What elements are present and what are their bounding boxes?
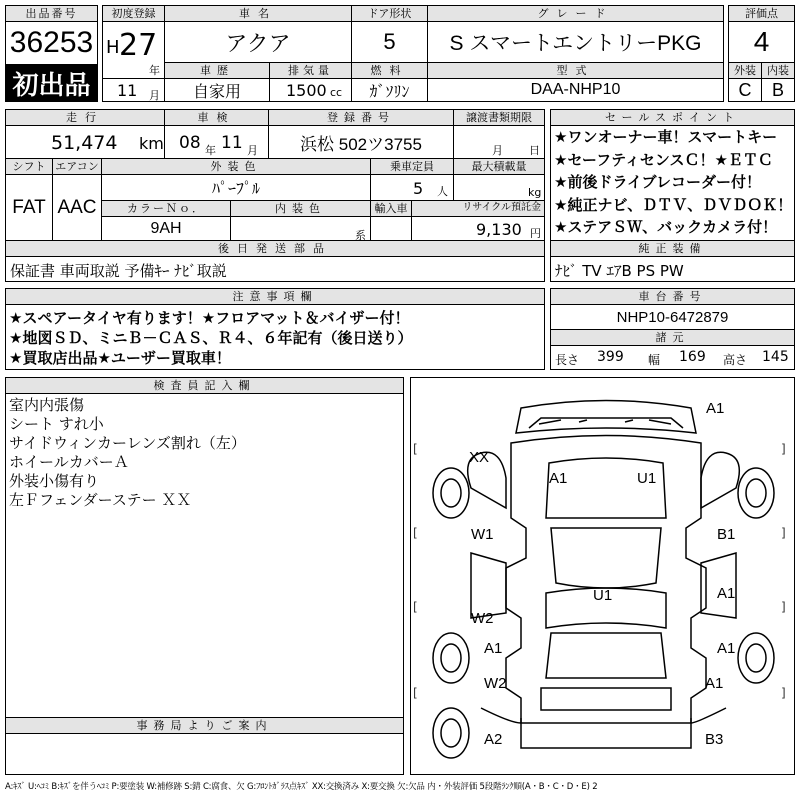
damage-mark: U1 <box>593 587 613 604</box>
dimensions <box>550 345 795 370</box>
first-reg-month-cell <box>102 78 165 102</box>
transfer-cell <box>453 125 545 159</box>
inspector-notes <box>5 393 404 718</box>
inspection-year-unit: 年 <box>205 144 216 157</box>
maxload-cell <box>453 174 545 201</box>
interior-label: 内装 <box>761 62 795 79</box>
inspector-label: 検査員記入欄 <box>5 377 404 394</box>
chassis-label: 車台番号 <box>550 288 795 305</box>
first-reg-year: 27 <box>119 28 158 63</box>
inspector-line: ホイールカバーＡ <box>9 453 129 471</box>
bracket: [ <box>413 686 418 700</box>
inspection-month-unit: 月 <box>247 144 258 157</box>
displacement: 1500 <box>286 81 327 100</box>
year-unit: 年 <box>149 64 160 77</box>
caution-line: ★買取店出品★ユーザー買取車！ <box>9 349 231 367</box>
cc-unit: cc <box>330 86 343 99</box>
transfer-label: 譲渡書類期限 <box>453 109 545 126</box>
lot-no-label: 出品番号 <box>5 5 98 22</box>
capacity: 5 <box>413 179 424 198</box>
damage-mark: A1 <box>706 400 725 417</box>
ac: AAC <box>52 174 102 241</box>
shift: FAT <box>5 174 53 241</box>
damage-mark: A2 <box>484 731 503 748</box>
sales-points-label: セールスポイント <box>550 109 795 126</box>
office-notes <box>5 733 404 775</box>
color-no: 9AH <box>101 216 231 241</box>
color-label: 外装色 <box>101 158 371 175</box>
mileage-label: 走行 <box>5 109 165 126</box>
plate-number: 浜松 502ツ3755 <box>268 125 454 159</box>
caution-label: 注意事項欄 <box>5 288 545 305</box>
length-label: 長さ <box>555 353 580 367</box>
damage-mark: A1 <box>717 640 736 657</box>
sales-point: ★セーフティセンスＣ！★ＥＴＣ <box>554 150 773 169</box>
sales-point: ★ステアＳＷ、バックカメラ付！ <box>554 218 778 236</box>
interior-grade: B <box>761 78 795 102</box>
grade: S スマートエントリーPKG <box>427 21 724 63</box>
capacity-unit: 人 <box>437 185 448 198</box>
model-label: 型式 <box>427 62 724 79</box>
model-code: DAA-NHP10 <box>427 78 724 102</box>
bracket: ] <box>781 600 786 614</box>
damage-mark: B1 <box>717 526 736 543</box>
caution-line: ★地図ＳＤ、ミニＢ－ＣＡＳ、Ｒ４、６年記有（後日送り） <box>9 329 413 347</box>
caution-notes <box>5 304 545 370</box>
maxload-unit: kg <box>528 186 542 199</box>
era: H <box>106 37 120 58</box>
interior-color-cell <box>230 216 371 241</box>
damage-mark: XX <box>469 449 490 466</box>
damage-diagram <box>410 377 795 775</box>
car-outline <box>411 378 795 775</box>
damage-mark: A1 <box>484 640 503 657</box>
shift-label: シフト <box>5 158 53 175</box>
first-listing-badge: 初出品 <box>5 64 98 102</box>
color-no-label: カラーＮｏ． <box>101 200 231 217</box>
maxload-label: 最大積載量 <box>453 158 545 175</box>
car-name: アクア <box>164 21 352 63</box>
first-reg-month: 11 <box>117 81 138 100</box>
damage-mark: W2 <box>484 675 507 692</box>
plate-label: 登録番号 <box>268 109 454 126</box>
damage-mark: A1 <box>717 585 736 602</box>
score-label: 評価点 <box>728 5 795 22</box>
inspector-line: サイドウィンカーレンズ割れ（左） <box>9 434 246 452</box>
bracket: ] <box>781 686 786 700</box>
capacity-cell <box>370 174 454 201</box>
history-label: 車歴 <box>164 62 270 79</box>
inspection-month: 11 <box>221 133 243 153</box>
score: 4 <box>728 21 795 63</box>
damage-mark: A1 <box>705 675 724 692</box>
import-label: 輸入車 <box>370 200 412 217</box>
inspector-line: 室内内張傷 <box>9 396 85 414</box>
legend: A:ｷｽﾞ U:ﾍｺﾐ B:ｷｽﾞを伴うﾍｺﾐ P:要塗装 W:補修跡 S:錆 C:腐食、欠 G:ﾌﾛﾝﾄｶﾞﾗｽ点ｷｽﾞ XX:交換済み X:要交換 欠:欠品 内・外装評価 5段階ﾗﾝｸ順(A・B・C・D・E) 2 <box>5 782 598 792</box>
bracket: [ <box>413 600 418 614</box>
grade-label: グレード <box>427 5 724 22</box>
recycle-amount: 9,130 <box>476 220 522 239</box>
first-reg-label: 初度登録 <box>102 5 165 22</box>
month-unit: 月 <box>149 89 160 102</box>
km-unit: km <box>139 134 164 153</box>
damage-mark: U1 <box>637 470 657 487</box>
exterior-label: 外装 <box>728 62 762 79</box>
caution-line: ★スペアータイヤ有ります！★フロアマット＆バイザー付！ <box>9 309 410 327</box>
interior-color-label: 内装色 <box>230 200 371 217</box>
chassis-number: NHP10-6472879 <box>550 304 795 330</box>
later-parts-label: 後日発送部品 <box>5 240 545 257</box>
height: 145 <box>762 349 789 365</box>
recycle-label: リサイクル預託金 <box>411 200 545 217</box>
transfer-day: 日 <box>529 144 540 157</box>
interior-color-unit: 系 <box>355 229 366 241</box>
equipment-label: 純正装備 <box>550 240 795 257</box>
ac-label: エアコン <box>52 158 102 175</box>
recycle-unit: 円 <box>530 227 541 240</box>
fuel-label: 燃料 <box>351 62 428 79</box>
capacity-label: 乗車定員 <box>370 158 454 175</box>
car-name-label: 車名 <box>164 5 352 22</box>
inspection-year: 08 <box>179 133 201 153</box>
bracket: [ <box>413 526 418 540</box>
width: 169 <box>679 349 706 365</box>
mileage-cell <box>5 125 165 159</box>
inspector-line: 外装小傷有り <box>9 472 100 490</box>
bracket: [ <box>413 442 418 456</box>
exterior-color: ﾊﾟｰﾌﾟﾙ <box>101 174 371 201</box>
inspector-line: 左Ｆフェンダーステー ＸＸ <box>9 491 192 509</box>
inspection-label: 車検 <box>164 109 269 126</box>
damage-mark: B3 <box>705 731 724 748</box>
later-parts: 保証書 車両取説 予備ｷｰ ﾅﾋﾞ取説 <box>5 256 545 282</box>
displacement-cell <box>269 78 352 102</box>
width-label: 幅 <box>648 353 661 367</box>
damage-mark: W1 <box>471 526 494 543</box>
recycle-cell <box>411 216 545 241</box>
office-label: 事務局よりご案内 <box>5 717 404 734</box>
history: 自家用 <box>164 78 270 102</box>
bracket: ] <box>781 526 786 540</box>
damage-mark: A1 <box>549 470 568 487</box>
inspection-cell <box>164 125 269 159</box>
sales-point: ★純正ナビ、ＤＴＶ、ＤＶＤＯＫ！ <box>554 195 793 214</box>
fuel: ｶﾞｿﾘﾝ <box>351 78 428 102</box>
displacement-label: 排気量 <box>269 62 352 79</box>
exterior-grade: C <box>728 78 762 102</box>
inspector-line: シート すれ小 <box>9 415 104 433</box>
sales-points <box>550 125 795 241</box>
bracket: ] <box>781 442 786 456</box>
sales-point: ★前後ドライブレコーダー付！ <box>554 173 761 191</box>
door-type: 5 <box>351 21 428 63</box>
door-label: ドア形状 <box>351 5 428 22</box>
length: 399 <box>597 349 624 365</box>
import-cell <box>370 216 412 241</box>
height-label: 高さ <box>723 353 748 367</box>
mileage: 51,474 <box>51 132 118 154</box>
dims-label: 諸元 <box>550 329 795 346</box>
damage-mark: W2 <box>471 610 494 627</box>
sales-point: ★ワンオーナー車！スマートキー <box>554 128 778 146</box>
transfer-month: 月 <box>492 144 503 157</box>
first-reg-year-cell <box>102 21 165 79</box>
lot-no: 36253 <box>5 21 98 65</box>
equipment: ﾅﾋﾞ TV ｴｱB PS PW <box>550 256 795 282</box>
